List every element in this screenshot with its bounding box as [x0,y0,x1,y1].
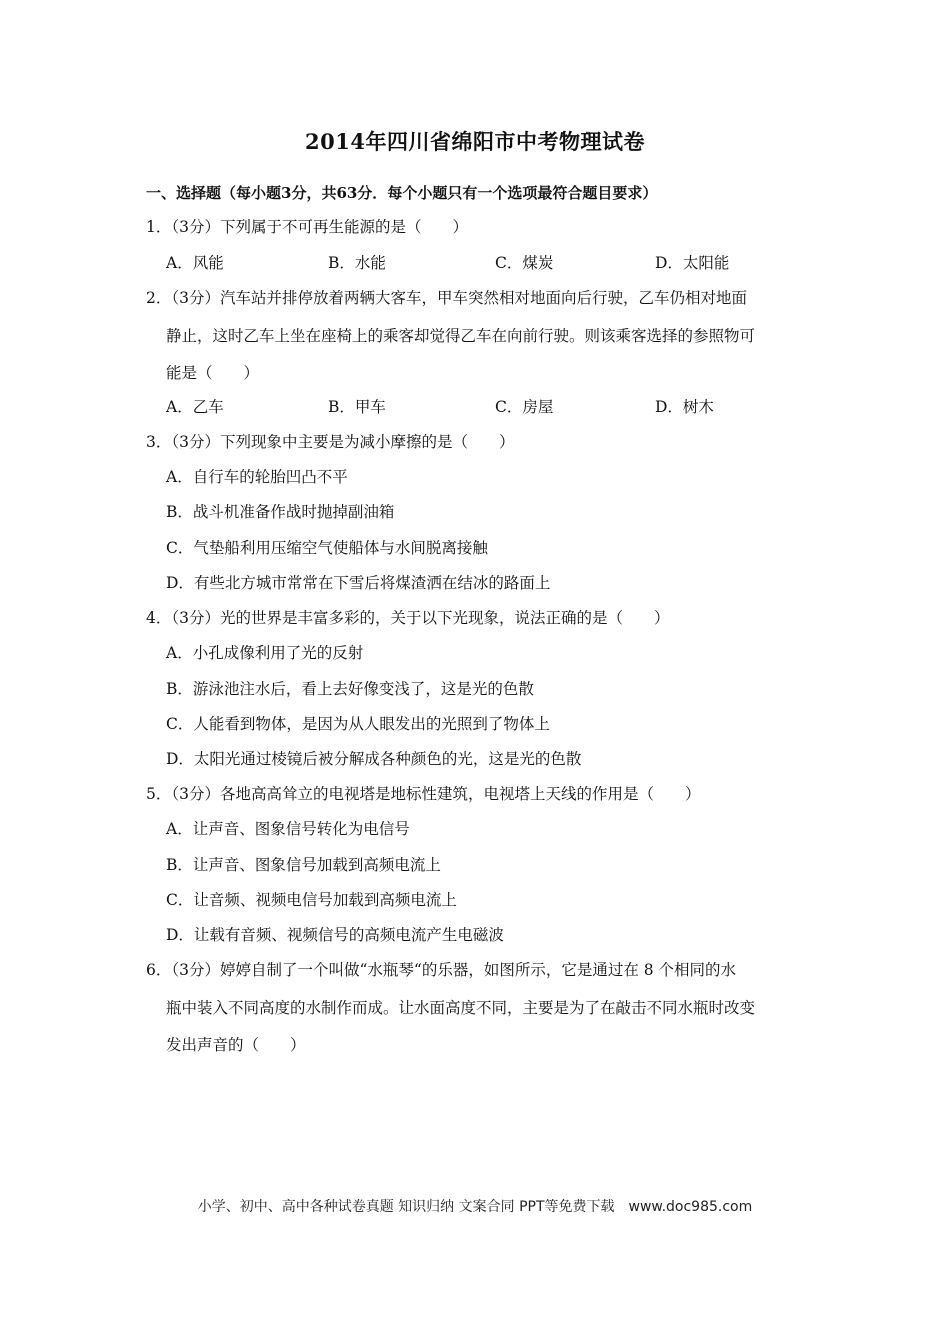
question-1-line-1: 1．（3分）下列属于不可再生能源的是（ ） [146,218,468,236]
question-2-option-c: C．房屋 [495,398,554,416]
question-6-line-1: 6．（3分）婷婷自制了一个叫做“水瓶琴“的乐器，如图所示，它是通过在 8 个相同的水 [146,961,737,979]
question-2-option-d: D．树木 [655,398,714,416]
question-5-option-c: C．让音频、视频电信号加载到高频电流上 [166,891,457,909]
question-3-line-1: 3．（3分）下列现象中主要是为减小摩擦的是（ ） [146,433,515,451]
section-header: 一、选择题（每小题3分，共63分．每个小题只有一个选项最符合题目要求） [146,184,658,202]
question-4-option-a: A．小孔成像利用了光的反射 [166,644,364,662]
question-1-option-b: B．水能 [328,254,386,272]
question-1-option-a: A．风能 [166,254,224,272]
question-6-line-3: 发出声音的（ ） [166,1036,306,1054]
question-4-option-b: B．游泳池注水后，看上去好像变浅了，这是光的色散 [166,680,534,698]
question-2-line-1: 2．（3分）汽车站并排停放着两辆大客车，甲车突然相对地面向后行驶，乙车仍相对地面 [146,289,747,307]
question-5-option-b: B．让声音、图象信号加载到高频电流上 [166,856,441,874]
question-2-line-2: 静止，这时乙车上坐在座椅上的乘客却觉得乙车在向前行驶。则该乘客选择的参照物可 [166,327,756,345]
question-2-option-b: B．甲车 [328,398,386,416]
question-4-line-1: 4．（3分）光的世界是丰富多彩的，关于以下光现象，说法正确的是（ ） [146,609,670,627]
question-4-option-d: D．太阳光通过棱镜后被分解成各种颜色的光，这是光的色散 [166,750,582,768]
question-1-option-c: C．煤炭 [495,254,554,272]
question-6-line-2: 瓶中装入不同高度的水制作而成。让水面高度不同，主要是为了在敲击不同水瓶时改变 [166,999,756,1017]
page-title: 2014年四川省绵阳市中考物理试卷 [305,129,645,154]
question-5-line-1: 5．（3分）各地高高耸立的电视塔是地标性建筑，电视塔上天线的作用是（ ） [146,785,701,803]
question-3-option-c: C．气垫船利用压缩空气使船体与水间脱离接触 [166,539,488,557]
question-2-line-3: 能是（ ） [166,364,260,382]
question-2-option-a: A．乙车 [166,398,224,416]
question-3-option-b: B．战斗机准备作战时抛掉副油箱 [166,503,395,521]
question-1-option-d: D．太阳能 [655,254,730,272]
question-4-option-c: C．人能看到物体，是因为从人眼发出的光照到了物体上 [166,715,550,733]
question-5-option-d: D．让载有音频、视频信号的高频电流产生电磁波 [166,926,504,944]
question-3-option-d: D．有些北方城市常常在下雪后将煤渣洒在结冰的路面上 [166,574,551,592]
question-5-option-a: A．让声音、图象信号转化为电信号 [166,820,410,838]
page-footer: 小学、初中、高中各种试卷真题 知识归纳 文案合同 PPT等免费下载 www.doc985.com [197,1199,753,1215]
question-3-option-a: A．自行车的轮胎凹凸不平 [166,468,348,486]
